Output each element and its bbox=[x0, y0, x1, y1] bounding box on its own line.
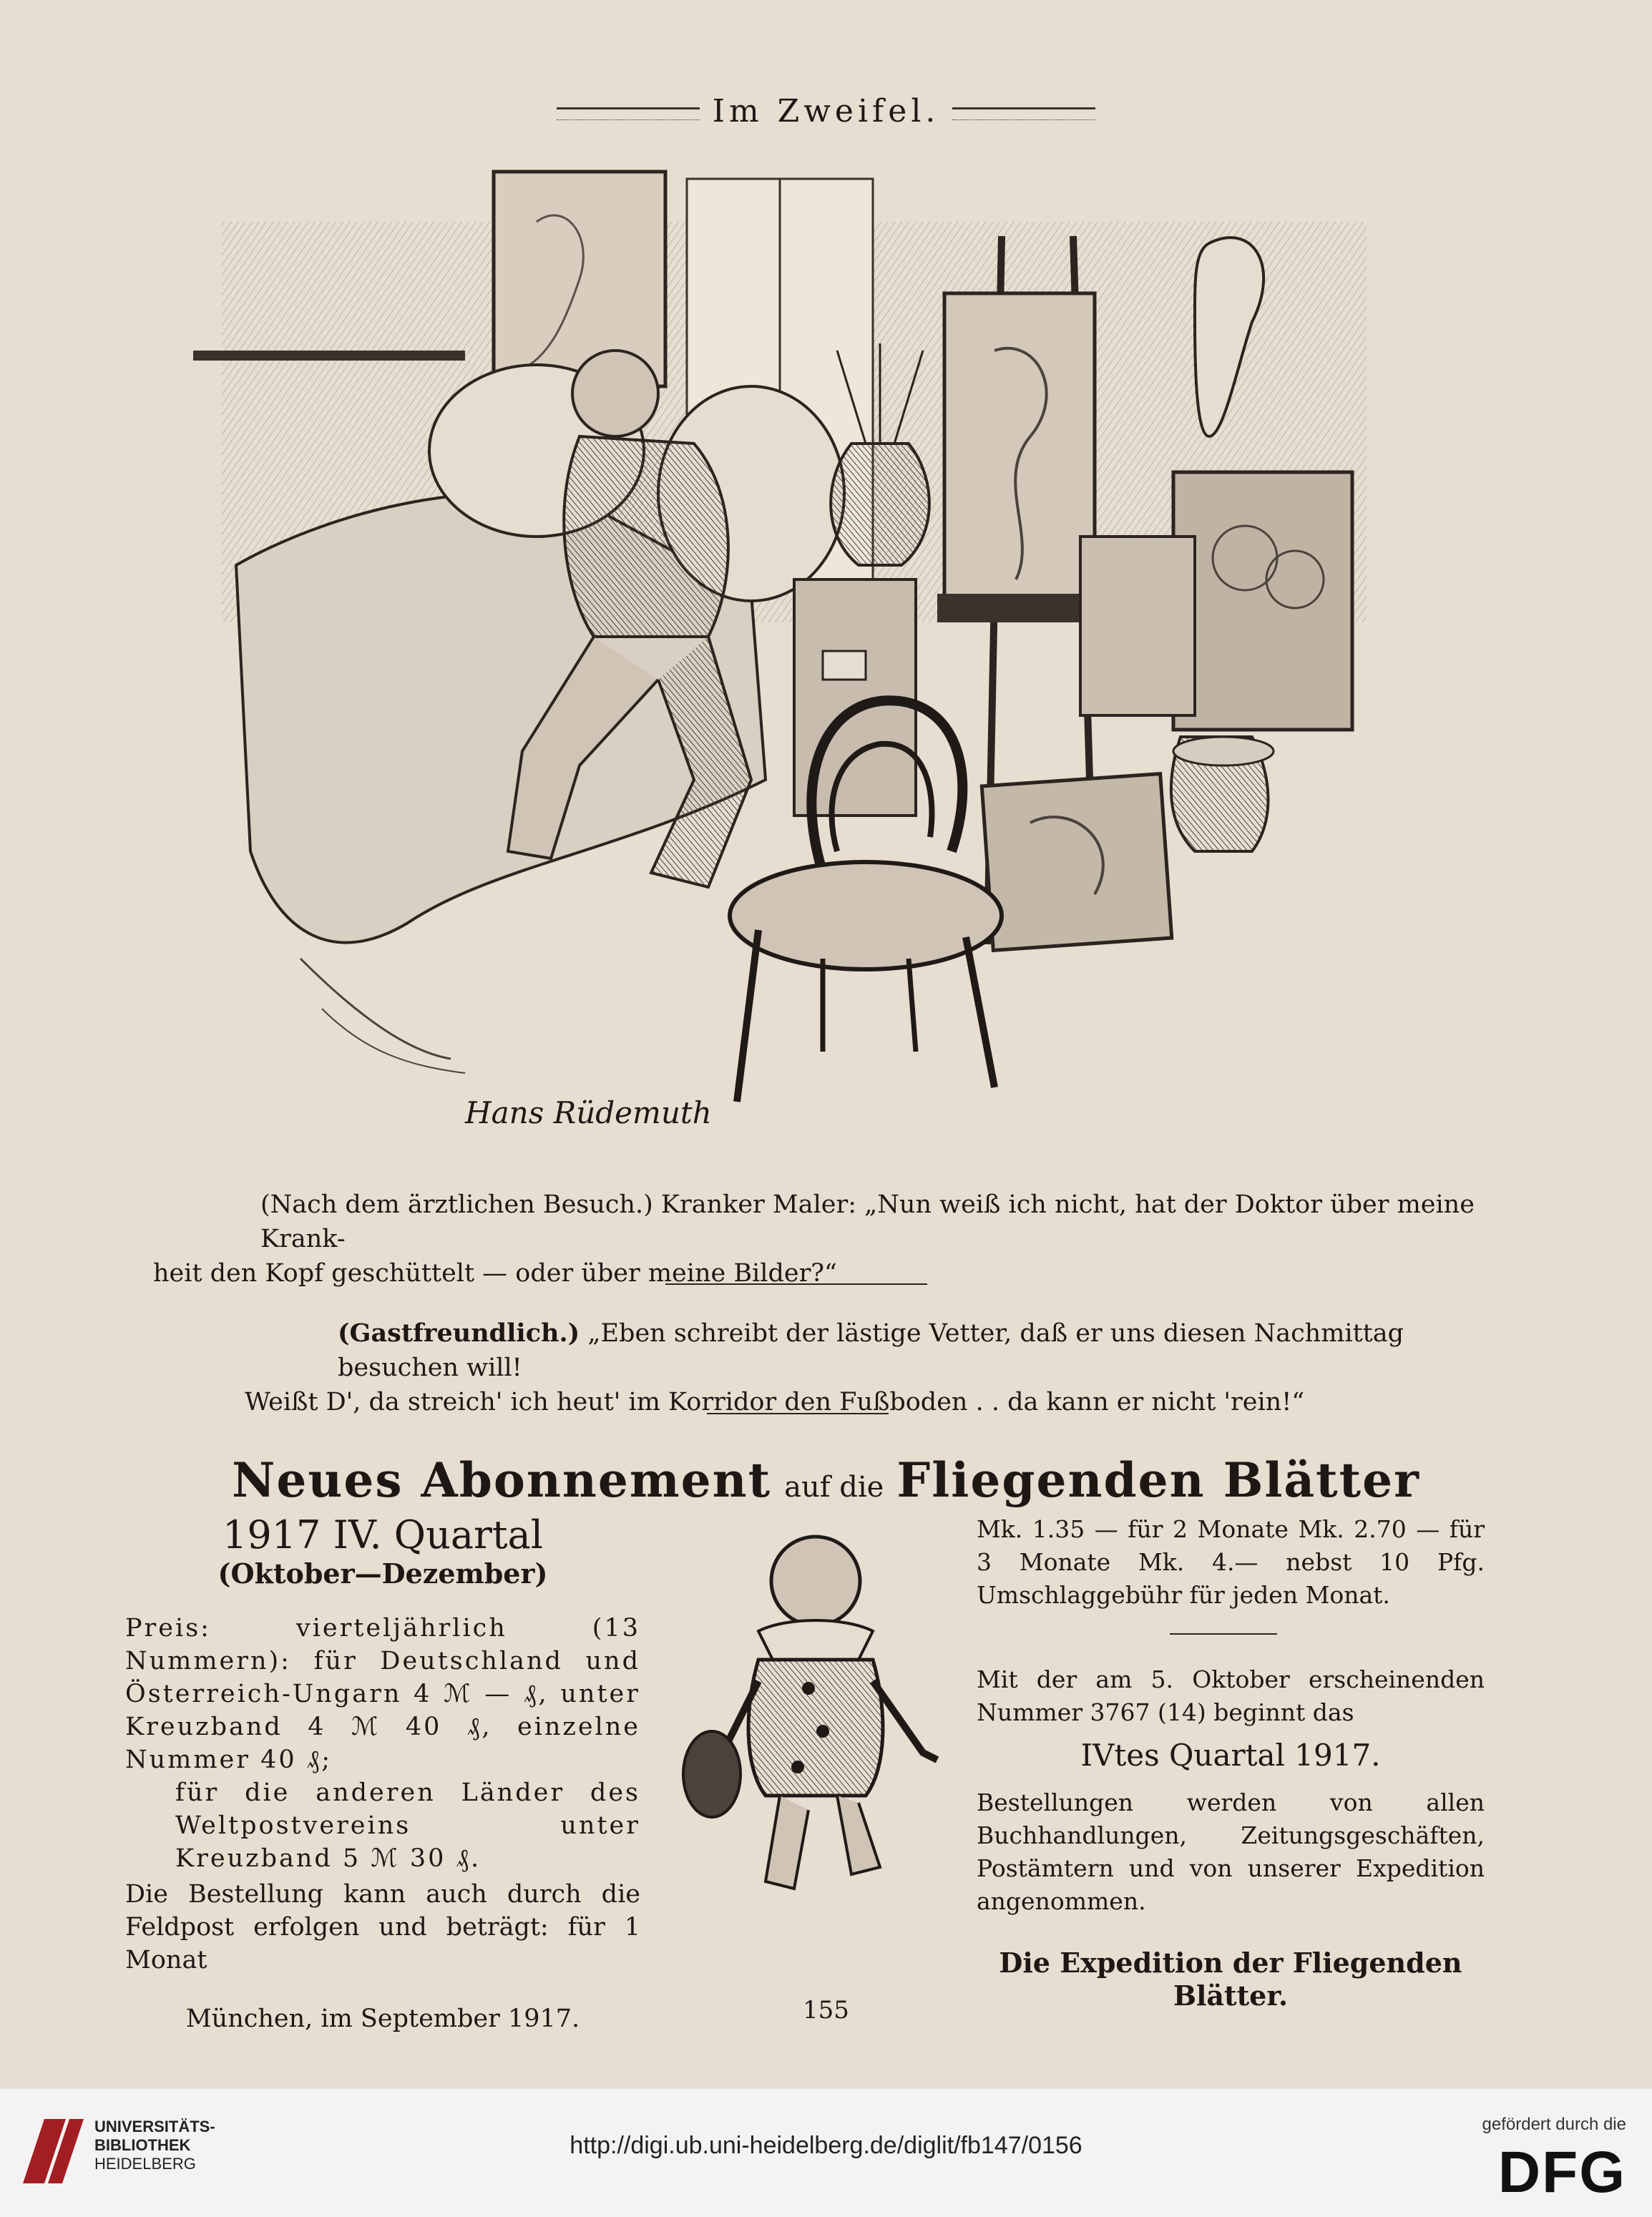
artist-signature: Hans Rüdemuth bbox=[465, 1095, 712, 1130]
sick-painter-studio-illustration bbox=[193, 136, 1467, 1137]
header-ornament-right bbox=[952, 107, 1095, 120]
headline-part-mid: auf die bbox=[784, 1471, 884, 1504]
header-title: Im Zweifel. bbox=[712, 93, 940, 129]
dfg-logo: DFG bbox=[1497, 2140, 1626, 2205]
feldpost-note: Die Bestellung kann auch durch die Feldpost erfolgen und beträgt: für 1 Monat bbox=[125, 1880, 640, 1974]
price-foreign: für die anderen Länder des Weltpostvereins unter Kreuzband 5 ℳ 30 ₰. bbox=[175, 1778, 640, 1873]
subscription-right-column bbox=[977, 1513, 1485, 2012]
right-separator bbox=[1170, 1633, 1277, 1635]
page-header bbox=[0, 93, 1652, 129]
separator-rule-2 bbox=[707, 1413, 889, 1414]
header-ornament-left bbox=[557, 107, 700, 120]
headline-part-a: Neues Abonnement bbox=[232, 1452, 772, 1508]
caption-hospitality-line1: „Eben schreibt der lästige Vetter, daß er uns diesen Nachmittag besuchen will! bbox=[338, 1319, 1404, 1382]
library-line2: BIBLIOTHEK bbox=[94, 2136, 191, 2154]
caption-illness bbox=[153, 1188, 1498, 1291]
orders-text: Bestellungen werden von allen Buchhandlungen, Zeitungsgeschäften, Postämtern und von unserer Expedition angenommen. bbox=[977, 1788, 1485, 1915]
caption-illness-line2: heit den Kopf geschüttelt — oder über meine Bilder?“ bbox=[153, 1259, 837, 1288]
library-line1: UNIVERSITÄTS- bbox=[94, 2118, 215, 2135]
caption-illness-line1: (Nach dem ärztlichen Besuch.) Kranker Maler: „Nun weiß ich nicht, hat der Doktor über meine Krank- bbox=[260, 1190, 1475, 1253]
separator-rule-1 bbox=[665, 1283, 927, 1285]
funded-label: gefördert durch die bbox=[1482, 2115, 1626, 2134]
place-date: München, im September 1917. bbox=[185, 2005, 580, 2033]
subscription-left-column bbox=[125, 1513, 640, 2035]
issue-text: Mit der am 5. Oktober erscheinenden Nummer 3767 (14) beginnt das bbox=[977, 1665, 1485, 1726]
quarter-heading: 1917 IV. Quartal bbox=[222, 1512, 544, 1557]
library-line3: HEIDELBERG bbox=[94, 2155, 196, 2173]
price-domestic: Preis: vierteljährlich (13 Nummern): für Deutschland und Österreich-Ungarn 4 ℳ — ₰, unter Kreuzband 4 ℳ 40 ₰, einzelne Nummer 40 ₰; bbox=[125, 1614, 640, 1774]
jester-figure-illustration bbox=[680, 1524, 952, 1910]
caption-hospitality-line2: Weißt D', da streich' ich heut' im Korridor den Fußboden . . da kann er nicht 'rein!“ bbox=[245, 1388, 1305, 1416]
right-prices: Mk. 1.35 — für 2 Monate Mk. 2.70 — für 3 Monate Mk. 4.— nebst 10 Pfg. Umschlaggebühr für jeden Monat. bbox=[977, 1515, 1485, 1609]
quarter-iv-heading: IVtes Quartal 1917. bbox=[1080, 1738, 1381, 1773]
caption-hospitality-lead: (Gastfreundlich.) bbox=[338, 1318, 580, 1348]
subscription-headline bbox=[0, 1452, 1652, 1508]
expedition-signoff: Die Expedition der Fliegenden Blätter. bbox=[999, 1947, 1462, 2012]
page-number: 155 bbox=[803, 1996, 849, 2025]
caption-hospitality bbox=[245, 1316, 1461, 1419]
headline-part-b: Fliegenden Blätter bbox=[896, 1452, 1420, 1508]
quarter-months: (Oktober—Dezember) bbox=[218, 1557, 548, 1590]
digitization-footer bbox=[0, 2089, 1652, 2217]
permalink-url[interactable]: http://digi.ub.uni-heidelberg.de/diglit/fb147/0156 bbox=[570, 2132, 1082, 2159]
